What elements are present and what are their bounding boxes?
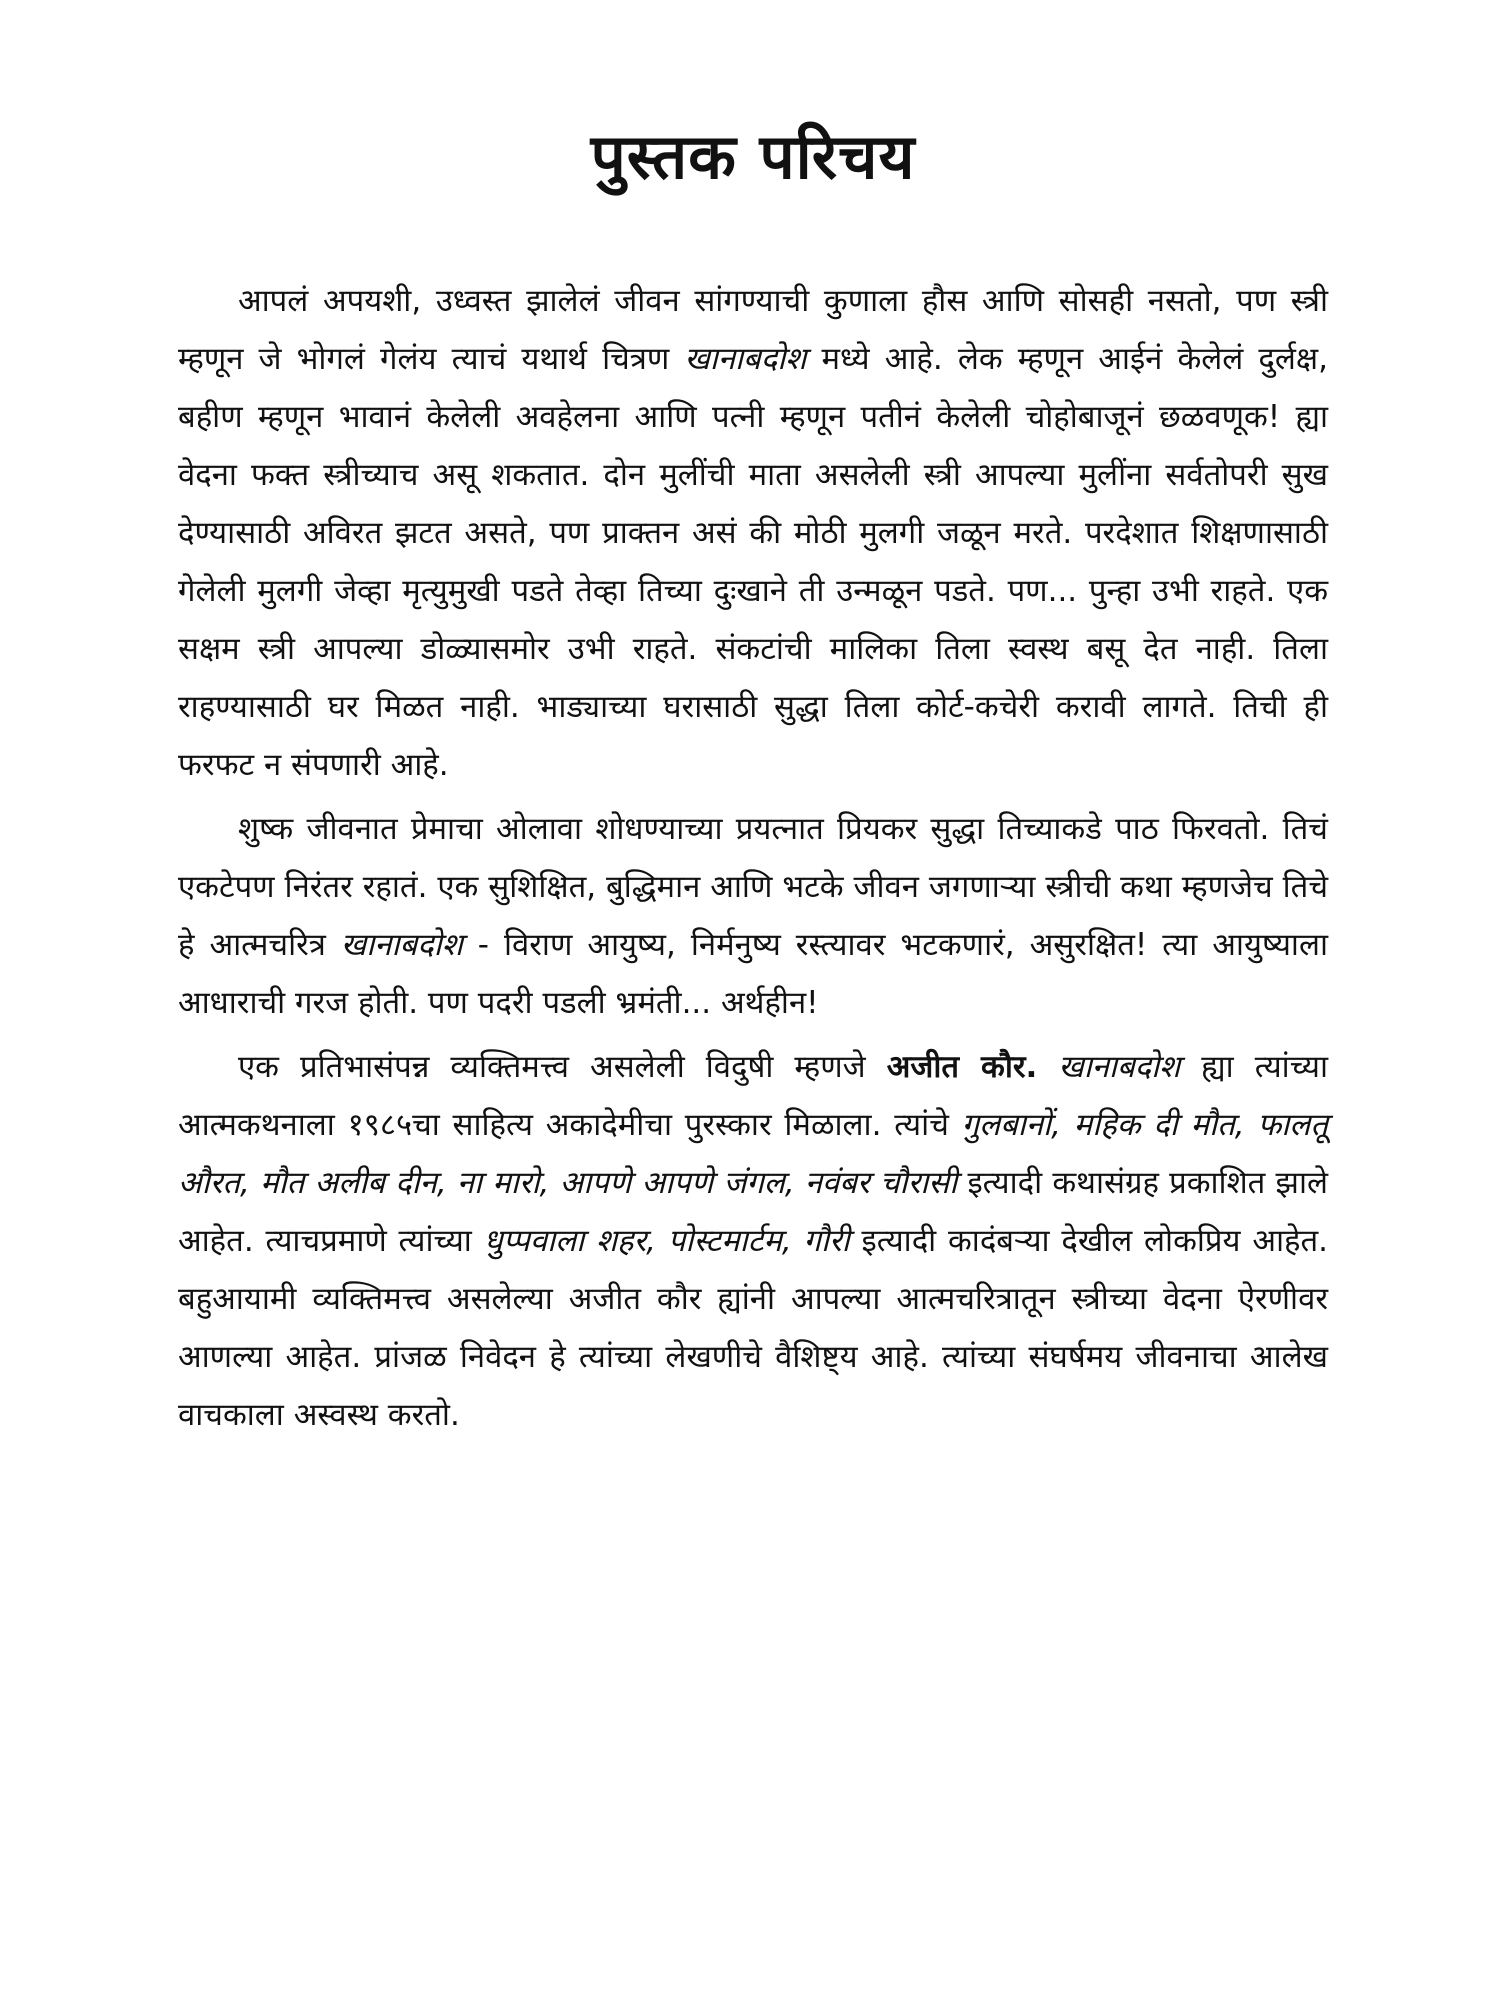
italic-title-text: गुलबानों, महिक दी मौत, फालतू औरत, मौत अलीब दीन, ना मारो, आपणे आपणे जंगल, नवंबर चौरासी xyxy=(178,1107,1328,1202)
paragraph-text xyxy=(1037,1049,1058,1085)
paragraph-text: शुष्क जीवनात प्रेमाचा ओलावा शोधण्याच्या प्रयत्नात प्रियकर सुद्धा तिच्याकडे पाठ फिरवतो. तिचं एकटेपण निरंतर रहातं. एक सुशिक्षित, बुद्धिमान आणि भटके जीवन जगणाऱ्या स्त्रीची कथा म्हणजेच तिचे हे आत्मचरित्र xyxy=(178,811,1328,964)
italic-title-text: खानाबदोश xyxy=(340,927,463,964)
paragraph-text: एक प्रतिभासंपन्न व्यक्तिमत्त्व असलेली विदुषी म्हणजे xyxy=(238,1049,887,1086)
italic-title-text: खानाबदोश xyxy=(1058,1049,1181,1086)
paragraph xyxy=(178,800,1328,1032)
paragraph-text: आपलं अपयशी, उध्वस्त झालेलं जीवन सांगण्याची कुणाला हौस आणि सोसही नसतो, पण स्त्री म्हणून जे भोगलं गेलंय त्याचं यथार्थ चित्रण xyxy=(178,283,1328,378)
paragraph-text: - विराण आयुष्य, निर्मनुष्य रस्त्यावर भटकणारं, असुरक्षित! त्या आयुष्याला आधाराची गरज होती. पण पदरी पडली भ्रमंती... अर्थहीन! xyxy=(178,927,1329,1022)
paragraph-text: मध्ये आहे. लेक म्हणून आईनं केलेलं दुर्लक्ष, बहीण म्हणून भावानं केलेली अवहेलना आणि पत्नी म्हणून पतीनं केलेली चोहोबाजूनं छळवणूक! ह्या वेदना फक्त स्त्रीच्याच असू शकतात. दोन मुलींची माता असलेली स्त्री आपल्या मुलींना सर्वतोपरी सुख देण्यासाठी अविरत झटत असते, पण प्राक्तन असं की मोठी मुलगी जळून मरते. परदेशात शिक्षणासाठी गेलेली मुलगी जेव्हा मृत्युमुखी पडते तेव्हा तिच्या दुःखाने ती उन्मळून पडते. पण... पुन्हा उभी राहते. एक सक्षम स्त्री आपल्या डोळ्यासमोर उभी राहते. संकटांची मालिका तिला स्वस्थ बसू देत नाही. तिला राहण्यासाठी घर मिळत नाही. भाड्याच्या घरासाठी सुद्धा तिला कोर्ट-कचेरी करावी लागते. तिची ही फरफट न संपणारी आहे. xyxy=(178,341,1328,784)
paragraph-text: इत्यादी कादंबऱ्या देखील लोकप्रिय आहेत. बहुआयामी व्यक्तिमत्त्व असलेल्या अजीत कौर ह्यांनी आपल्या आत्मचरित्रातून स्त्रीच्या वेदना ऐरणीवर आणल्या आहेत. प्रांजळ निवेदन हे त्यांच्या लेखणीचे वैशिष्ट्य आहे. त्यांच्या संघर्षमय जीवनाचा आलेख वाचकाला अस्वस्थ करतो. xyxy=(178,1223,1328,1434)
paragraph-text: ह्या त्यांच्या आत्मकथनाला १९८५चा साहित्य अकादेमीचा पुरस्कार मिळाला. त्यांचे xyxy=(178,1049,1328,1144)
paragraph xyxy=(178,1038,1328,1444)
body-text xyxy=(178,272,1328,1444)
paragraph-text: इत्यादी कथासंग्रह प्रकाशित झाले आहेत. त्याचप्रमाणे त्यांच्या xyxy=(178,1165,1328,1260)
document-page xyxy=(178,120,1328,1450)
italic-title-text: खानाबदोश xyxy=(684,341,807,378)
italic-title-text: धुप्पवाला शहर, पोस्टमार्टम, गौरी xyxy=(483,1223,850,1260)
bold-author-name: अजीत कौर. xyxy=(886,1049,1038,1086)
page-title: पुस्तक परिचय xyxy=(590,120,916,193)
paragraph xyxy=(178,272,1328,794)
